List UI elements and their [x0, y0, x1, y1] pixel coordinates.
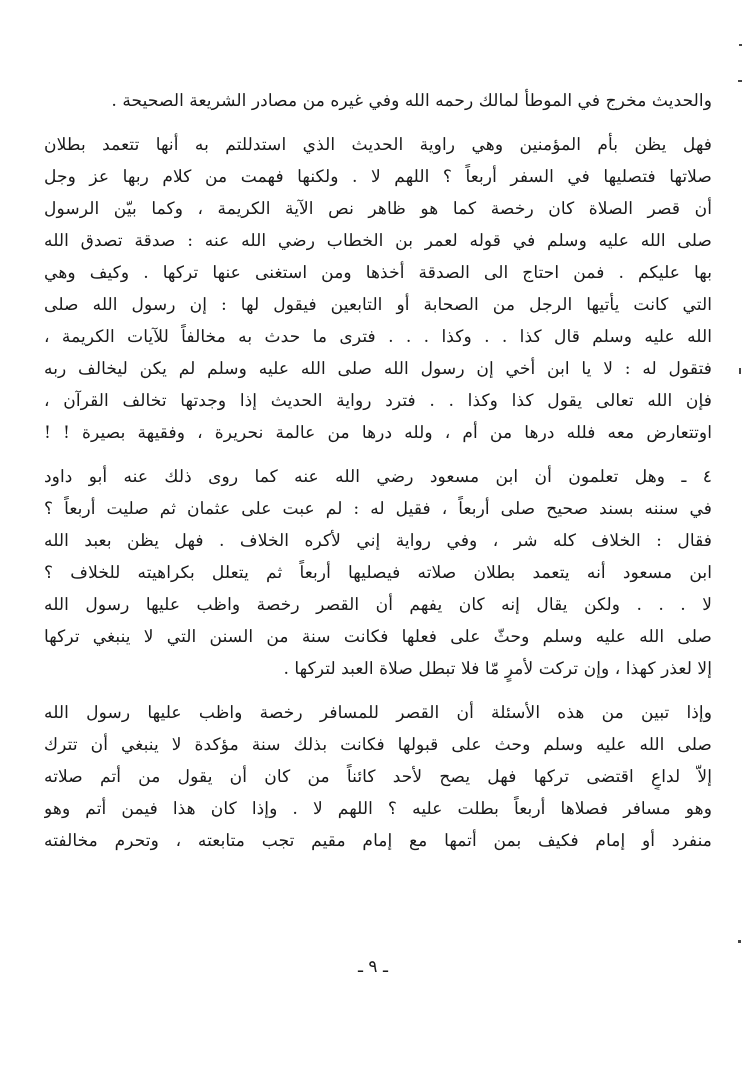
text-line: وإذا تبين من هذه الأسئلة أن القصر للمسافر رخصة واظب عليها رسول الله	[44, 703, 712, 723]
text-line: بها عليكم . فمن احتاج الى الصدقة أخذها ومن استغنى عنها تركها . وكيف وهي	[44, 263, 712, 283]
text-line: فقال : الخلاف كله شر ، وفي رواية إني لأكره الخلاف . فهل يظن بعبد الله	[44, 531, 712, 551]
text-line: إلاّ لداعٍ اقتضى تركها فهل يصح لأحد كائناً من كان أن يقول من أتم صلاته	[44, 767, 712, 787]
text-line: في سننه بسند صحيح صلى أربعاً ، فقيل له : لم عبت على عثمان ثم صليت أربعاً ؟	[44, 499, 712, 519]
page-number: ـ ٩ ـ	[358, 957, 388, 977]
text-line: وهو مسافر فصلاها أربعاً بطلت عليه ؟ اللهم لا . وإذا كان هذا فيمن أتم وهو	[44, 799, 712, 819]
text-line: صلى الله عليه وسلم في قوله لعمر بن الخطاب رضي الله عنه : صدقة تصدق الله	[44, 231, 712, 251]
text-line: ٤ ـ وهل تعلمون أن ابن مسعود رضي الله عنه كما روى ذلك عنه أبو داود	[44, 467, 712, 487]
text-line: إلا لعذر كهذا ، وإن تركت لأمرٍ مّا فلا تبطل صلاة العبد لتركها .	[283, 659, 712, 679]
scan-speck	[739, 368, 741, 374]
text-line: صلاتها فتصليها في السفر أربعاً ؟ اللهم لا . ولكنها فهمت من كلام ربها عز وجل	[44, 167, 712, 187]
document-page	[44, 80, 712, 1040]
scan-speck	[738, 80, 742, 82]
text-line: صلى الله عليه وسلم وحثّ على فعلها فكانت سنة من السنن التي لا ينبغي تركها	[44, 627, 712, 647]
scan-speck	[739, 44, 742, 46]
text-line: فإن الله تعالى يقول كذا وكذا . . فترد رواية الحديث إذا وجدتها تخالف القرآن ،	[44, 391, 712, 411]
text-line: منفرد أو إمام فكيف بمن أتمها مع إمام مقيم تجب متابعته ، وتحرم مخالفته	[44, 831, 712, 851]
text-line: الله عليه وسلم قال كذا . . وكذا . . . فترى ما حدث به مخالفاً للآيات الكريمة ،	[44, 327, 712, 347]
text-line: والحديث مخرج في الموطأ لمالك رحمه الله وفي غيره من مصادر الشريعة الصحيحة .	[111, 91, 712, 111]
text-line: اوتتعارض معه فلله درها من أم ، ولله درها من عالمة نحريرة ، وفقيهة بصيرة ! !	[44, 423, 712, 443]
text-line: فهل يظن بأم المؤمنين وهي راوية الحديث الذي استدللتم به أنها تتعمد بطلان	[44, 135, 712, 155]
text-line: التي كانت يأتيها الرجل من الصحابة أو التابعين فيقول لها : إن رسول الله صلى	[44, 295, 712, 315]
text-line: ابن مسعود أنه يتعمد بطلان صلاته فيصليها أربعاً ثم يتعلل بكراهيته للخلاف ؟	[44, 563, 712, 583]
text-line: صلى الله عليه وسلم وحث على قبولها فكانت بذلك سنة مؤكدة لا ينبغي أن تترك	[44, 735, 712, 755]
text-line: أن قصر الصلاة كان رخصة كما هو ظاهر نص الآية الكريمة ، وكما بيّن الرسول	[44, 199, 712, 219]
text-line: لا . . . ولكن يقال إنه كان يفهم أن القصر رخصة واظب عليها رسول الله	[44, 595, 712, 615]
text-line: فتقول له : لا يا ابن أخي إن رسول الله صلى الله عليه وسلم لم يكن ليخالف ربه	[44, 359, 712, 379]
scan-speck	[738, 940, 741, 943]
